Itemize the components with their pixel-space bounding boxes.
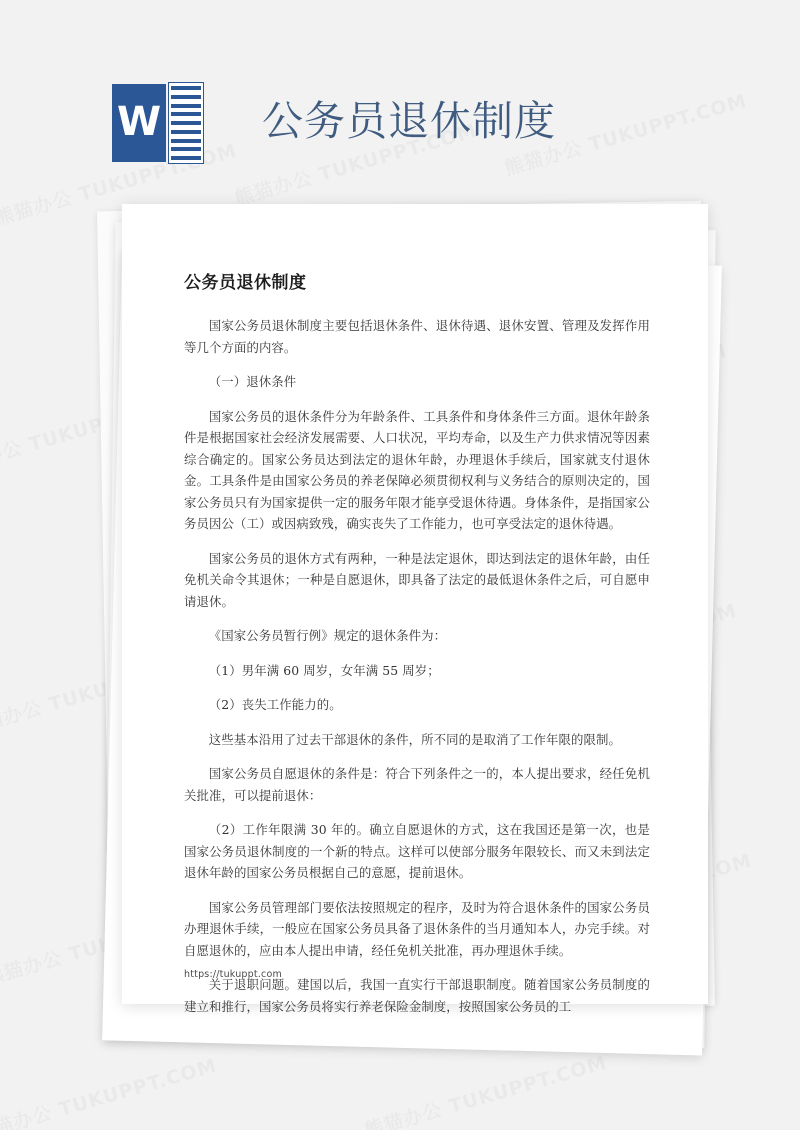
document-section-heading: （一）退休条件 [208,374,297,389]
word-document-icon [112,82,204,164]
document-list-item: （2）丧失工作能力的。 [208,697,342,712]
document-footer-url[interactable]: https://tukuppt.com [184,969,282,980]
document-heading: 公务员退休制度 [184,273,307,293]
document-paragraph: 国家公务员的退休条件分为年龄条件、工具条件和身体条件三方面。退休年龄条件是根据国家社会经济发展需要、人口状况，平均寿命，以及生产力供求情况等因素综合确定的。国家公务员达到法定的退休年龄，办理退休手续后，国家就支付退休金。工具条件是由国家公务员的养老保障必须贯彻权利与义务结合的原则决定的，国家公务员只有为国家提供一定的服务年限才能享受退休待遇。身体条件，是指国家公务员因公（工）或因病致残，确实丧失了工作能力，也可享受法定的退休待遇。 [184,408,650,531]
page-title: 公务员退休制度 [262,97,556,145]
document-paragraph: 《国家公务员暂行例》规定的退休条件为： [208,628,447,643]
word-icon-badge [112,84,166,162]
document-list-item: （1）男年满 60 周岁，女年满 55 周岁； [208,662,440,678]
word-icon-lines [168,82,204,164]
document-list-item: （2）工作年限满 30 年的。确立自愿退休的方式，这在我国还是第一次，也是国家公务员退休制度的一个新的特点。这样可以使部分服务年限较长、而又未到法定退休年龄的国家公务员根据自己的意愿，提前退休。 [184,822,650,880]
document-paragraph: 国家公务员自愿退休的条件是：符合下列条件之一的，本人提出要求，经任免机关批准，可以提前退休： [184,766,650,803]
word-icon-letter: W [116,99,162,145]
document-page[interactable] [122,204,708,1014]
document-paragraph: 这些基本沿用了过去干部退休的条件，所不同的是取消了工作年限的限制。 [208,731,621,747]
document-paragraph: 国家公务员管理部门要依法按照规定的程序，及时为符合退休条件的国家公务员办理退休手续，一般应在国家公务员具备了退休条件的当月通知本人，办完手续。对自愿退休的，应由本人提出申请，经任免机关批准，再办理退休手续。 [184,899,650,958]
document-body [122,204,708,1014]
document-paragraph: 关于退职问题。建国以后，我国一直实行干部退职制度。随着国家公务员制度的建立和推行，国家公务员将实行养老保险金制度，按照国家公务员的工 [184,977,650,1014]
document-paragraph: 国家公务员退休制度主要包括退休条件、退休待遇、退休安置、管理及发挥作用等几个方面的内容。 [184,318,650,355]
page-header [0,0,800,200]
document-paragraph: 国家公务员的退休方式有两种，一种是法定退休，即达到法定的退休年龄，由任免机关命令其退休；一种是自愿退休，即具备了法定的最低退休条件之后，可自愿申请退休。 [184,550,650,609]
